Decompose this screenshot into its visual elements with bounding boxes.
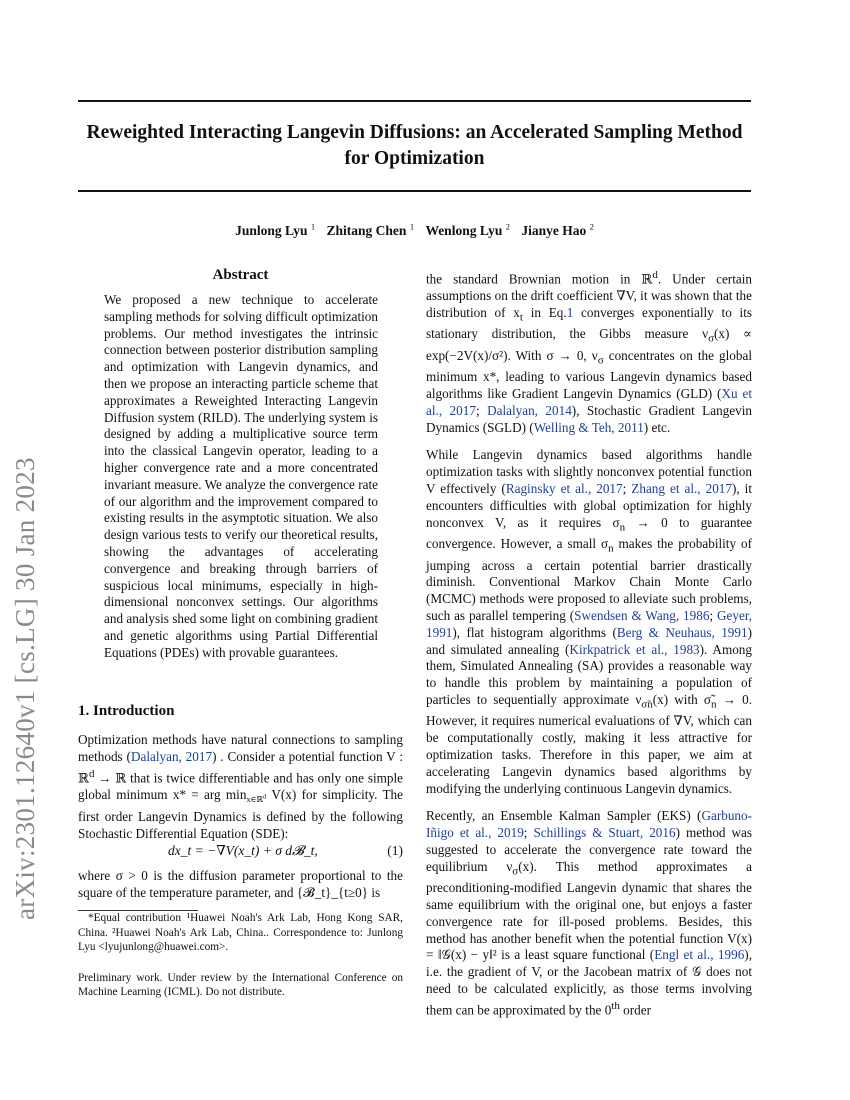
citation-link[interactable]: Garbuno-Iñigo et al., 2019	[426, 808, 752, 841]
citation-link[interactable]: Engl et al., 1996	[654, 947, 745, 963]
abstract-body: We proposed a new technique to accelerate sampling methods for solving difficult optimization problems. Our method investigates the intrinsic connection between posterior distribution sampling and optimization with Langevin dynamics, and then we propose an interacting particle scheme that approximates a Reweighted Interacting Langevin Diffusion system (RILD). The underlying system is designed by adding a multiplicative source term into the classical Langevin operator, leading to a higher convergence rate and a more concentrated invariant measure. We analyze the convergence rate of our algorithm and the improvement compared to existing results in the asymptotic situation. We also design various tests to verify our theoretical results, showing the advantages of accelerating convergence and breaking through barriers of suspicious local minimums, especially in high-dimensional nonconvex settings. Our algorithms and analysis shed some light on combining gradient and genetic algorithms using Partial Differential Equations (PDEs) with provable guarantees.	[104, 292, 378, 660]
paper-title: Reweighted Interacting Langevin Diffusions: an Accelerated Sampling Method for Optimization	[86, 122, 743, 169]
right-paragraph-3: Recently, an Ensemble Kalman Sampler (EKS) (Garbuno-Iñigo et al., 2019; Schillings & Stuart, 2016) method was suggested to accelerate the convergence rate toward the equilibrium $\nu_\sigma(x)$. This method approximates a preconditioning-modified Langevin dynamic that shares the same equilibrium with the original one, but enjoys a faster convergence rate for ill-posed problems. Besides, this method has another benefit when the potential function V(x) = ‖𝒢(x) − y‖² is a least square functional (Engl et al., 1996), i.e. the gradient of V, or the Jacobean matrix of 𝒢 does not need to be calculated explicitly, as those terms involving them can be approximated by the 0th order	[426, 808, 753, 1018]
title-bottom-rule	[78, 190, 751, 192]
citation-link[interactable]: Kirkpatrick et al., 1983	[569, 641, 700, 657]
intro-paragraph: Optimization methods have natural connections to sampling methods (Dalalyan, 2017) . Consider a potential function V : ℝ$^d$ → ℝ that is twice differentiable and has only one simple global minimum x* = arg $\min_{x\in ℝ^d} V(x)$ for simplicity. The first order Langevin Dynamics is defined by the following Stochastic Differential Equation (SDE):	[78, 732, 403, 842]
author: Jianye Hao $^2$	[521, 221, 594, 238]
citation-link[interactable]: Dalalyan, 2017	[130, 748, 213, 764]
title-top-rule	[78, 100, 751, 102]
author: Wenlong Lyu $^2$	[425, 221, 510, 238]
preliminary-note: Preliminary work. Under review by the International Conference on Machine Learning (ICML). Do not distribute.	[78, 971, 403, 998]
citation-link[interactable]: Zhang et al., 2017	[631, 481, 732, 497]
abstract-heading: Abstract	[212, 267, 269, 283]
right-paragraph-1: the standard Brownian motion in ℝ$^d$. Under certain assumptions on the drift coefficient ∇V, it was shown that the distribution of $x_t$ in Eq.1 converges exponentially to its stationary distribution, the Gibbs measure $\nu_\sigma(x) \propto \exp(-2V(x)/\sigma^2)$. With σ → 0, $\nu_\sigma$ concentrates on the global minimum x*, leading to various Langevin dynamics based algorithms like Gradient Langevin Dynamics (GLD) (Xu et al., 2017; Dalalyan, 2014), Stochastic Gradient Langevin Dynamics (SGLD) (Welling & Teh, 2011) etc.	[426, 269, 752, 435]
citation-link[interactable]: Geyer, 1991	[426, 607, 752, 640]
citation-link[interactable]: Berg & Neuhaus, 1991	[616, 624, 748, 640]
footnotes	[78, 911, 403, 1016]
arxiv-identifier: arXiv:2301.12640v1 [cs.LG] 30 Jan 2023	[10, 457, 40, 920]
citation-link[interactable]: Xu et al., 2017	[426, 386, 752, 418]
author: Junlong Lyu $^1$	[235, 221, 316, 238]
equation-number: (1)	[387, 843, 403, 858]
affiliation-footnote: *Equal contribution ¹Huawei Noah's Ark Lab, Hong Kong SAR, China. ²Huawei Noah's Ark Lab, China.. Correspondence to: Junlong Lyu <lyujunlong@huawei.com>.	[78, 912, 403, 953]
right-paragraph-2: While Langevin dynamics based algorithms handle optimization tasks with slightly nonconvex potential function V effectively (Raginsky et al., 2017; Zhang et al., 2017), it encounters difficulties with global optimization for highly nonconvex V, as it requires $\sigma_n \to 0$ to guarantee convergence. However, a small $\sigma_n$ makes the probability of jumping across a certain potential barrier drastically diminish. Conventional Markov Chain Monte Carlo (MCMC) methods were proposed to alleviate such problems, such as parallel tempering (Swendsen & Wang, 1986; Geyer, 1991), flat histogram algorithms (Berg & Neuhaus, 1991) and simulated annealing (Kirkpatrick et al., 1983). Among them, Simulated Annealing (SA) provides a reasonable way to handle this problem by maintaining a population of particles to sequentially approximate $\nu_{\sigmãn}(x)$ with $\sigmã_n \to 0$. However, it requires numerical evaluations of ∇V, which can be computationally costly, making it less attractive for optimization tasks. Therefore in this paper, we aim at accelerating Langevin dynamics based algorithms by modifying the underlying continuous Langevin dynamics.	[426, 447, 752, 796]
equation-ref-link[interactable]: 1	[566, 304, 574, 320]
author: Zhitang Chen $^1$	[326, 221, 415, 238]
citation-link[interactable]: Raginsky et al., 2017	[505, 481, 623, 497]
intro-paragraph-2: where σ > 0 is the diffusion parameter proportional to the square of the temperature parameter, and {𝓑_t}_{t≥0} is	[78, 868, 403, 900]
introduction-heading: 1. Introduction	[78, 703, 175, 719]
author-list	[78, 221, 751, 239]
citation-link[interactable]: Dalalyan, 2014	[487, 402, 572, 418]
citation-link[interactable]: Welling & Teh, 2011	[533, 419, 644, 435]
citation-link[interactable]: Schillings & Stuart, 2016	[533, 825, 676, 841]
right-column	[426, 267, 752, 1030]
citation-link[interactable]: Swendsen & Wang, 1986	[574, 607, 710, 623]
